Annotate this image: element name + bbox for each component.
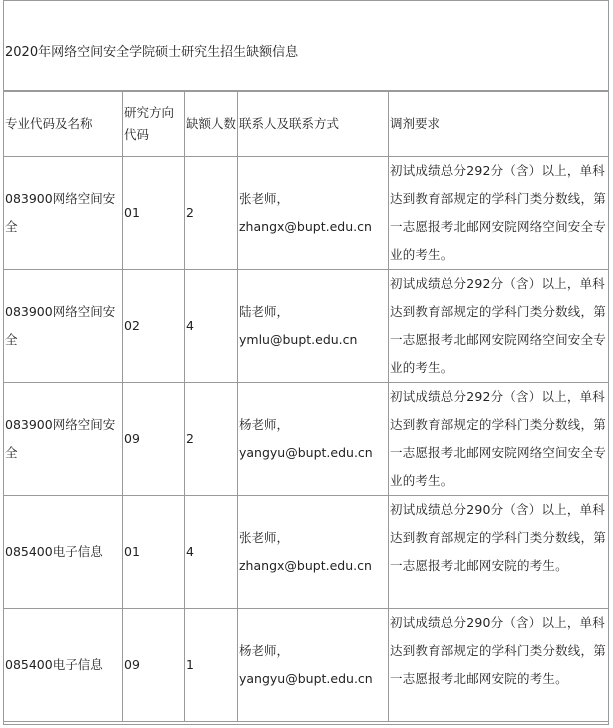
contact-name: 杨老师， [239, 417, 290, 432]
cell-contact [238, 609, 389, 722]
cell-direction: 01 [123, 496, 185, 609]
cell-requirement: 初试成绩总分292分（含）以上，单科达到教育部规定的学科门类分数线，第一志愿报考北邮网安院网络空间安全专业的考生。 [389, 383, 609, 496]
cell-major: 083900网络空间安全 [4, 157, 123, 270]
cell-vacancies: 2 [185, 383, 238, 496]
cell-vacancies: 1 [185, 609, 238, 722]
contact-name: 张老师， [239, 191, 290, 206]
table-row [4, 609, 609, 722]
cell-vacancies: 4 [185, 496, 238, 609]
cell-direction: 09 [123, 383, 185, 496]
cell-major: 085400电子信息 [4, 609, 123, 722]
contact-email[interactable]: yangyu@bupt.edu.cn [239, 445, 373, 460]
cell-requirement: 初试成绩总分292分（含）以上，单科达到教育部规定的学科门类分数线，第一志愿报考北邮网安院网络空间安全专业的考生。 [389, 157, 609, 270]
contact-email[interactable]: ymlu@bupt.edu.cn [239, 332, 358, 347]
cell-requirement: 初试成绩总分290分（含）以上，单科达到教育部规定的学科门类分数线，第一志愿报考北邮网安院的考生。 [389, 496, 609, 609]
table-row [4, 496, 609, 609]
table-row [4, 383, 609, 496]
cell-major: 083900网络空间安全 [4, 270, 123, 383]
table-header-row [4, 92, 609, 157]
cell-direction: 01 [123, 157, 185, 270]
contact-name: 陆老师， [239, 304, 290, 319]
header-major: 专业代码及名称 [4, 92, 123, 157]
contact-name: 杨老师， [239, 643, 290, 658]
contact-email[interactable]: zhangx@bupt.edu.cn [239, 219, 372, 234]
cell-vacancies: 2 [185, 157, 238, 270]
cell-major: 083900网络空间安全 [4, 383, 123, 496]
cell-vacancies: 4 [185, 270, 238, 383]
contact-email[interactable]: yangyu@bupt.edu.cn [239, 671, 373, 686]
cell-requirement: 初试成绩总分292分（含）以上，单科达到教育部规定的学科门类分数线，第一志愿报考北邮网安院网络空间安全专业的考生。 [389, 270, 609, 383]
cell-contact [238, 270, 389, 383]
contact-email[interactable]: zhangx@bupt.edu.cn [239, 558, 372, 573]
table-row [4, 270, 609, 383]
vacancy-table [3, 91, 609, 722]
header-direction: 研究方向代码 [123, 92, 185, 157]
contact-name: 张老师， [239, 530, 290, 545]
cell-major: 085400电子信息 [4, 496, 123, 609]
header-contact: 联系人及联系方式 [238, 92, 389, 157]
page-title: 2020年网络空间安全学院硕士研究生招生缺额信息 [5, 45, 299, 60]
table-row [4, 157, 609, 270]
cell-requirement: 初试成绩总分290分（含）以上，单科达到教育部规定的学科门类分数线，第一志愿报考北邮网安院的考生。 [389, 609, 609, 722]
header-requirement: 调剂要求 [389, 92, 609, 157]
cell-direction: 09 [123, 609, 185, 722]
cell-contact [238, 496, 389, 609]
header-vacancies: 缺额人数 [185, 92, 238, 157]
cell-contact [238, 157, 389, 270]
cell-contact [238, 383, 389, 496]
title-row [4, 1, 608, 91]
cell-direction: 02 [123, 270, 185, 383]
